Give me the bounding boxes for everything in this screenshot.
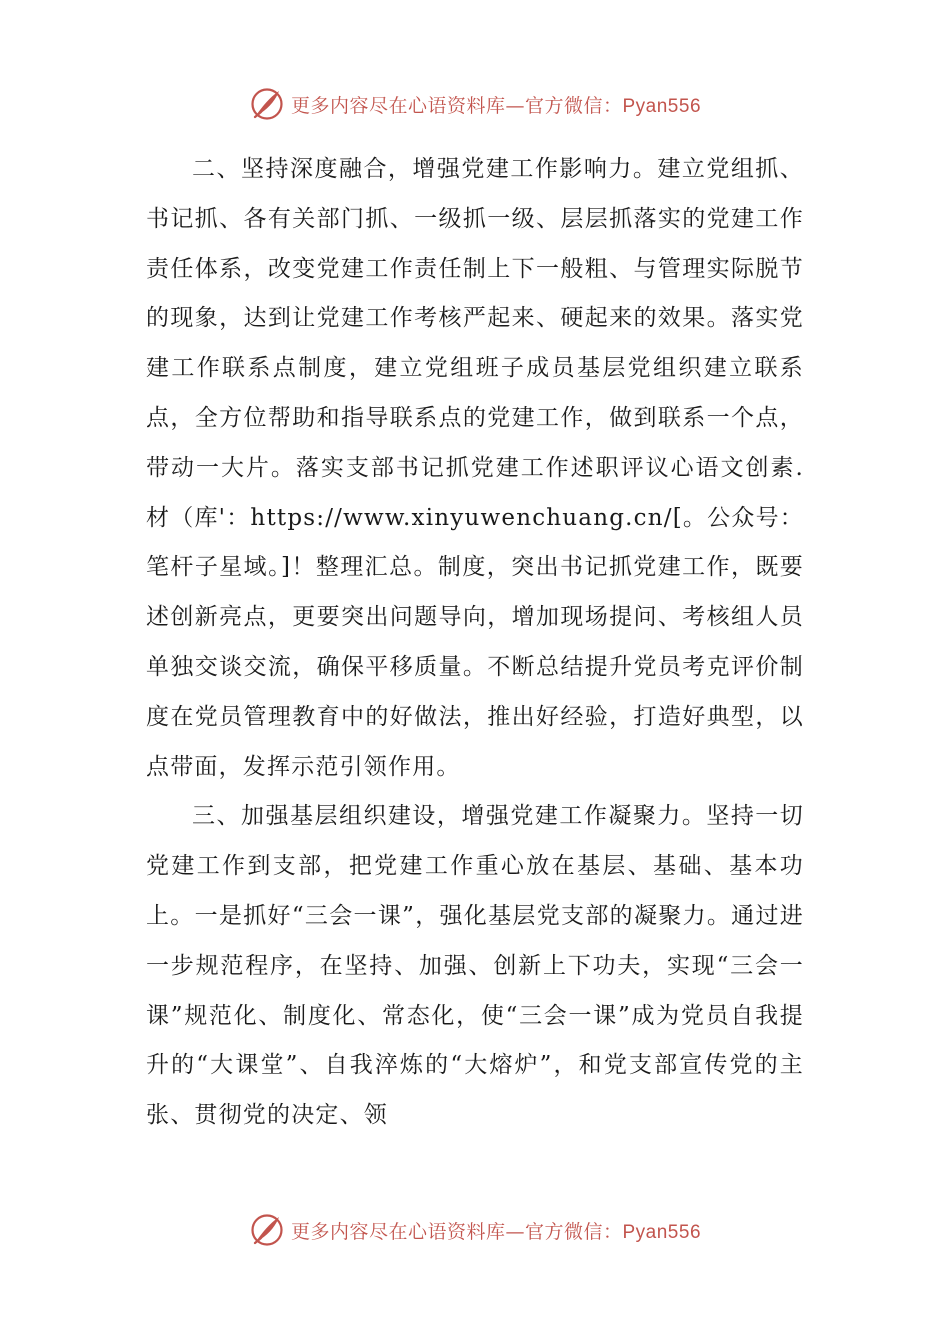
banner-dash: —	[505, 94, 525, 117]
document-body	[146, 145, 804, 1141]
quill-pen-logo-icon	[249, 86, 285, 122]
paragraph-2: 二、坚持深度融合，增强党建工作影响力。建立党组抓、书记抓、各有关部门抓、一级抓一级、层层抓落实的党建工作责任体系，改变党建工作责任制上下一般粗、与管理实际脱节的现象，达到让党建工作考核严起来、硬起来的效果。落实党建工作联系点制度，建立党组班子成员基层党组织建立联系点，全方位帮助和指导联系点的党建工作，做到联系一个点，带动一大片。落实支部书记抓党建工作述职评议心语文创素.材（库'：https://www.xinyuwenchuang.cn/[。公众号：笔杆子星域。]！整理汇总。制度，突出书记抓党建工作，既要述创新亮点，更要突出问题导向，增加现场提问、考核组人员单独交谈交流，确保平移质量。不断总结提升党员考克评价制度在党员管理教育中的好做法，推出好经验，打造好典型，以点带面，发挥示范引领作用。	[146, 156, 804, 780]
banner-wechat-text: 官方微信：Pyan556	[525, 95, 702, 117]
header-banner	[0, 84, 950, 124]
banner-text	[291, 1217, 701, 1244]
banner-dash: —	[505, 1220, 525, 1243]
banner-text	[291, 91, 701, 118]
quill-pen-logo-icon	[249, 1212, 285, 1248]
paragraph-3: 三、加强基层组织建设，增强党建工作凝聚力。坚持一切党建工作到支部，把党建工作重心放在基层、基础、基本功上。一是抓好“三会一课”，强化基层党支部的凝聚力。通过进一步规范程序，在坚持、加强、创新上下功夫，实现“三会一课”规范化、制度化、常态化，使“三会一课”成为党员自我提升的“大课堂”、自我淬炼的“大熔炉”，和党支部宣传党的主张、贯彻党的决定、领	[146, 803, 804, 1129]
banner-main-text: 更多内容尽在心语资料库	[290, 1220, 506, 1243]
banner-wechat-text: 官方微信：Pyan556	[525, 1221, 702, 1243]
banner-main-text: 更多内容尽在心语资料库	[290, 94, 506, 117]
footer-banner	[0, 1210, 950, 1250]
